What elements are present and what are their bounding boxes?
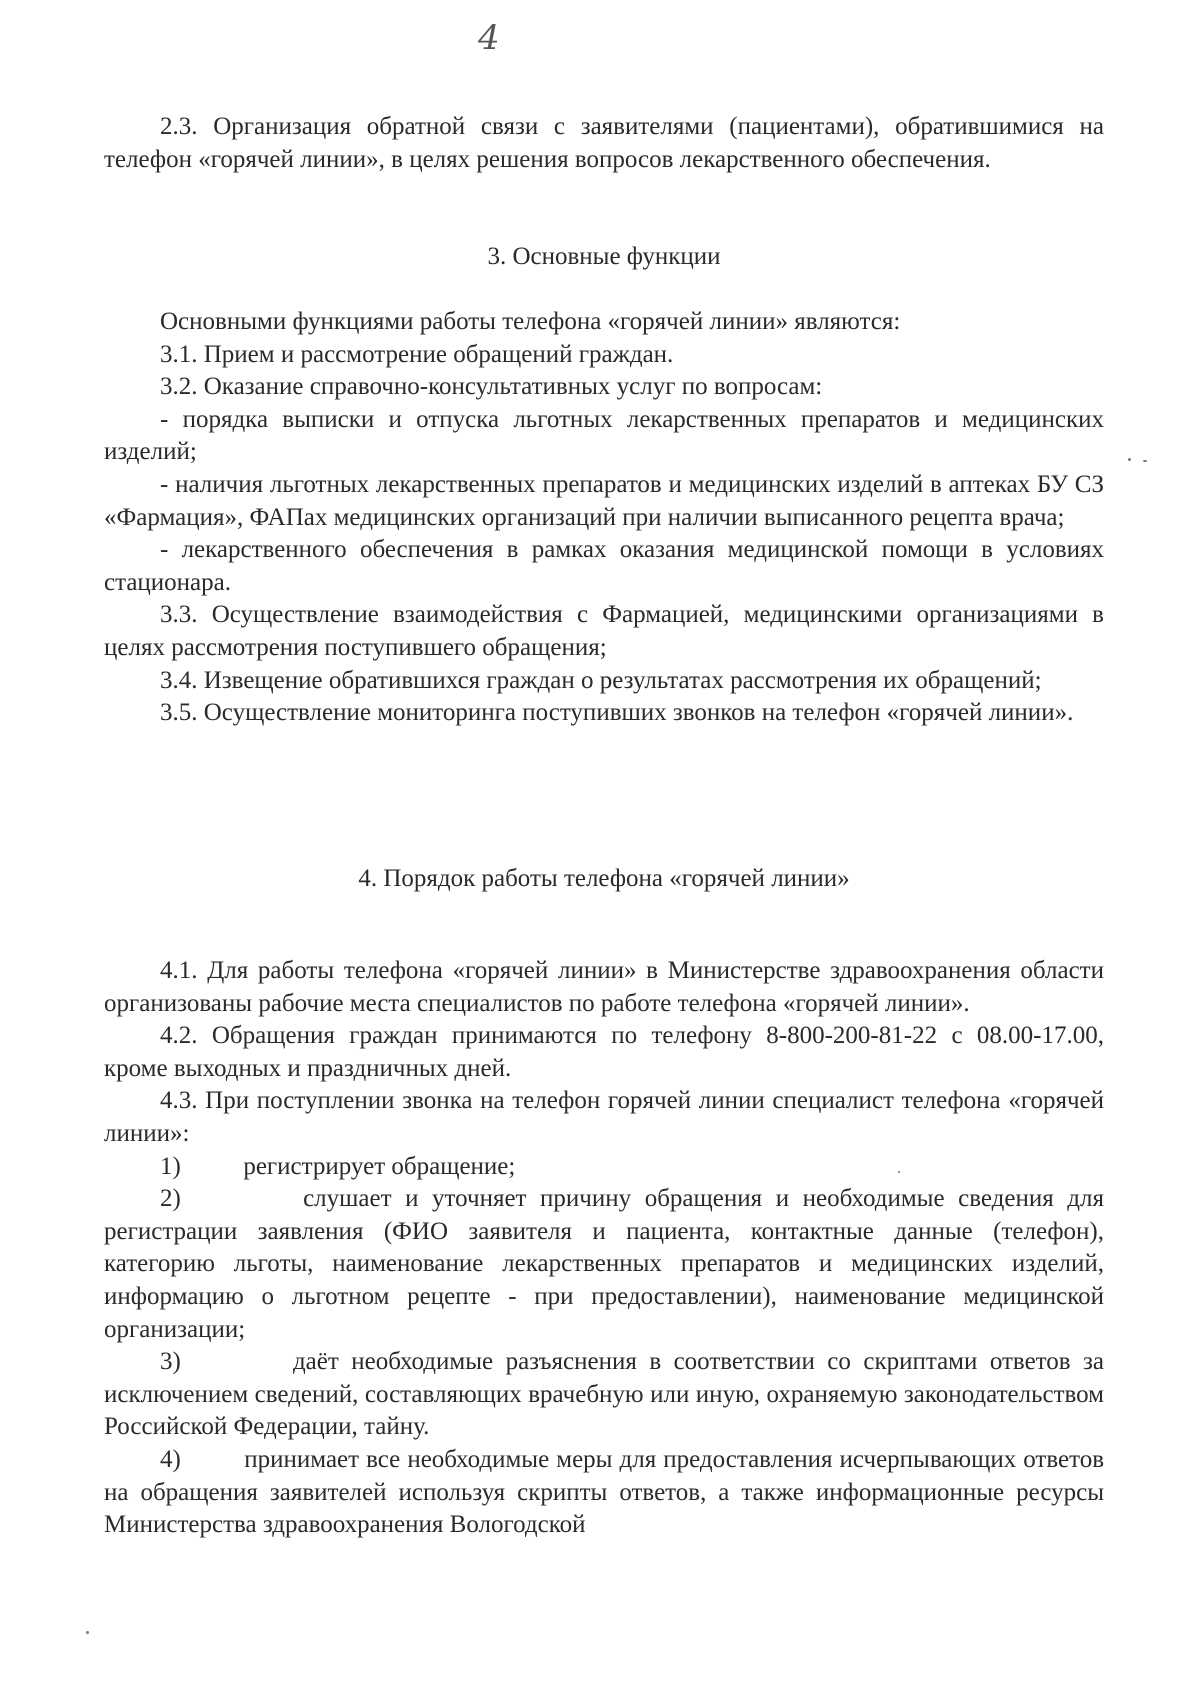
paragraph-3-4: 3.4. Извещение обратившихся граждан о результатах рассмотрения их обращений; (160, 666, 1042, 694)
section-4-heading: 4. Порядок работы телефона «горячей линии» (358, 865, 850, 892)
scan-speck (898, 1171, 900, 1173)
section-2-continuation (104, 111, 1104, 176)
scan-speck (86, 1631, 89, 1634)
section-3-body (104, 306, 1104, 730)
list-item-number: 3) (160, 1348, 181, 1376)
section-3-heading: 3. Основные функции (487, 243, 721, 270)
list-item-2 (104, 1183, 1104, 1346)
bullet-3-2-2: - наличия льготных лекарственных препаратов и медицинских изделий в аптеках БУ СЗ «Фармация», ФАПах медицинских организаций при наличии выписанного рецепта врача; (104, 470, 1104, 531)
section-4-body (104, 955, 1104, 1542)
list-item-text: принимает все необходимые меры для предоставления исчерпывающих ответов на обращения заявителей используя скрипты ответов, а также информационные ресурсы Министерства здравоохранения Вологодской (104, 1445, 1105, 1539)
bullet-3-2-1: - порядка выписки и отпуска льготных лекарственных препаратов и медицинских изделий; (104, 405, 1104, 466)
paragraph-3-3: 3.3. Осуществление взаимодействия с Фармацией, медицинскими организациями в целях рассмотрения поступившего обращения; (104, 601, 1104, 661)
scan-speck (1143, 460, 1147, 462)
list-item-text: регистрирует обращение; (243, 1152, 516, 1180)
paragraph-3-intro: Основными функциями работы телефона «горячей линии» являются: (160, 308, 901, 335)
paragraph-3-5: 3.5. Осуществление мониторинга поступивших звонков на телефон «горячей линии». (160, 699, 1074, 727)
list-item-text: даёт необходимые разъяснения в соответствии со скриптами ответов за исключением сведений, составляющих врачебную или иную, охраняемую законодательством Российской Федерации, тайну. (104, 1348, 1105, 1441)
bullet-3-2-3: - лекарственного обеспечения в рамках оказания медицинской помощи в условиях стационара. (104, 536, 1104, 596)
list-item-number: 1) (160, 1152, 181, 1180)
paragraph-4-3: 4.3. При поступлении звонка на телефон горячей линии специалист телефона «горячей линии»: (104, 1087, 1104, 1147)
list-item-3 (104, 1346, 1104, 1444)
scan-speck (1128, 458, 1131, 461)
list-item-1 (104, 1151, 1104, 1184)
paragraph-3-2: 3.2. Оказание справочно-консультативных услуг по вопросам: (160, 373, 823, 401)
list-item-number: 2) (160, 1185, 181, 1213)
paragraph-3-1: 3.1. Прием и рассмотрение обращений граждан. (160, 340, 674, 368)
paragraph-4-2: 4.2. Обращения граждан принимаются по телефону 8-800-200-81-22 с 08.00-17.00, кроме выходных и праздничных дней. (104, 1022, 1104, 1082)
paragraph-2-3: 2.3. Организация обратной связи с заявителями (пациентами), обратившимися на телефон «горячей линии», в целях решения вопросов лекарственного обеспечения. (104, 113, 1104, 173)
page-number: 4 (478, 18, 500, 58)
list-item-number: 4) (160, 1445, 181, 1473)
list-item-4 (104, 1444, 1104, 1542)
list-item-text: слушает и уточняет причину обращения и необходимые сведения для регистрации заявления (ФИО заявителя и пациента, контактные данные (телефон), категорию льготы, наименование лекарственных препаратов и медицинских изделий, информацию о льготном рецепте - при предоставлении), наименование медицинской организации; (104, 1185, 1104, 1343)
paragraph-4-1: 4.1. Для работы телефона «горячей линии» в Министерстве здравоохранения области организованы рабочие места специалистов по работе телефона «горячей линии». (104, 957, 1104, 1017)
